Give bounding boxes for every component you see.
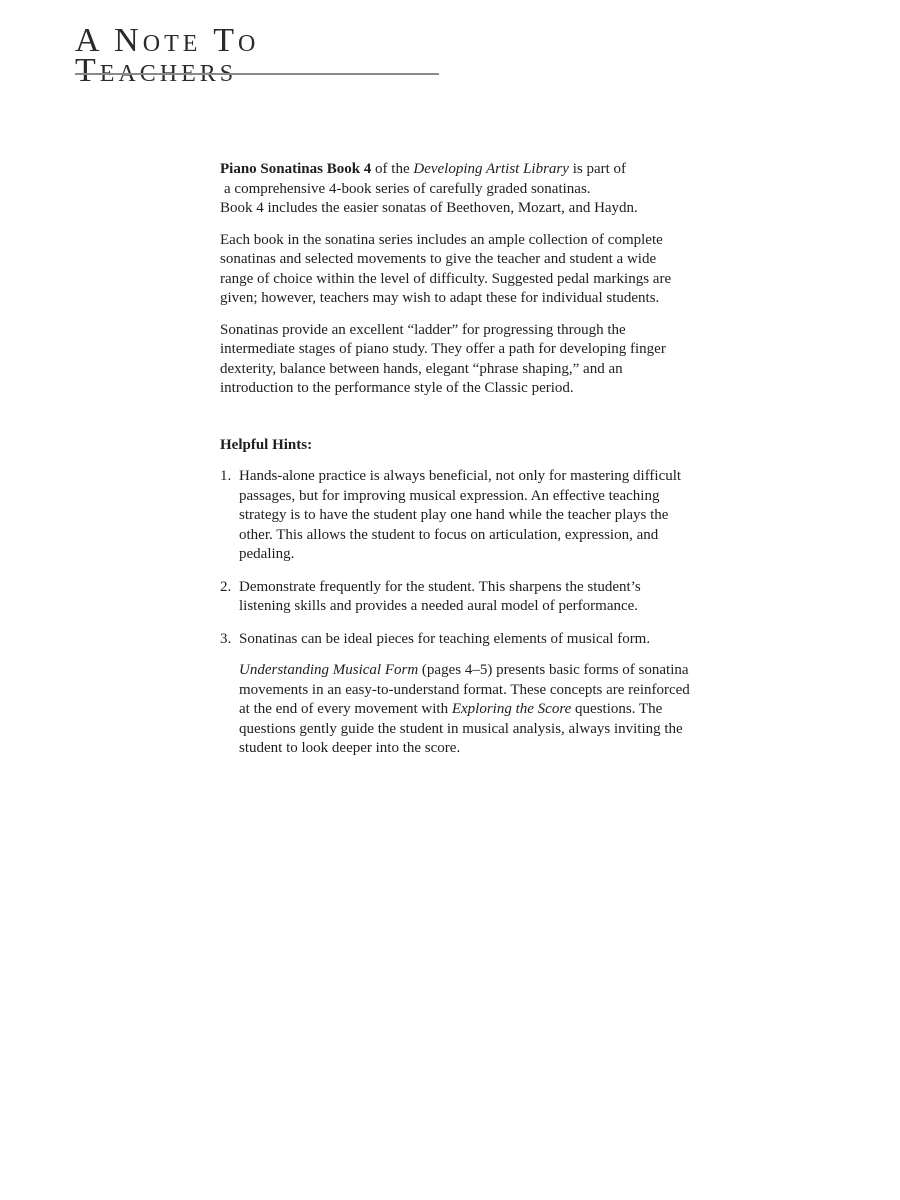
followup-text-2: questions. The questions gently guide the student in musical analysis, always inviting the student to look deeper into the score. xyxy=(239,701,683,756)
hints-heading: Helpful Hints: xyxy=(220,436,313,453)
intro-line-1 xyxy=(220,160,690,180)
paragraph-ladder: Sonatinas provide an excellent “ladder” for progressing through the intermediate stages of piano study. They offer a path for developing finger dexterity, balance between hands, elegant “phrase shaping,” and an introduction to the performance style of the Classic period. xyxy=(220,321,666,396)
intro-line-3: Book 4 includes the easier sonatas of Beethoven, Mozart, and Haydn. xyxy=(220,200,638,216)
hint-text: Hands-alone practice is always beneficial, not only for mastering difficult passages, but for improving musical expression. An effective teaching strategy is to have the student play one hand while the teacher plays the other. This allows the student to focus on articulation, expression, and pedaling. xyxy=(239,468,682,562)
intro-paragraph xyxy=(220,160,690,219)
book-title: Piano Sonatinas Book 4 xyxy=(220,161,372,177)
form-section-title: Understanding Musical Form xyxy=(239,662,419,678)
note-body xyxy=(220,160,690,771)
score-section-title: Exploring the Score xyxy=(451,701,572,717)
page-title-line-1: A Note To xyxy=(75,22,260,59)
hint-text: Demonstrate frequently for the student. This sharpens the student’s listening skills and provides a needed aural model of performance. xyxy=(239,578,641,614)
hints-list xyxy=(220,467,690,649)
followup-text-1: (pages 4–5) presents basic forms of sonatina movements in an easy-to-understand format. These concepts are reinforced at the end of every movement with xyxy=(239,662,690,717)
hint-text: Sonatinas can be ideal pieces for teaching elements of musical form. xyxy=(239,630,651,647)
page-title-line-2: Teachers xyxy=(75,52,238,89)
hint-item xyxy=(220,630,690,650)
intro-of-the: of the xyxy=(371,161,414,177)
library-name: Developing Artist Library xyxy=(413,161,569,177)
hint-followup-paragraph xyxy=(220,661,690,759)
hint-number: 1. xyxy=(220,468,232,484)
hint-number: 3. xyxy=(220,630,232,647)
hint-item xyxy=(220,578,690,617)
paragraph-collection: Each book in the sonatina series includes an ample collection of complete sonatinas and selected movements to give the teacher and student a wide range of choice within the level of difficulty. Suggested pedal markings are given; however, teachers may wish to adapt these for individual students. xyxy=(220,231,672,306)
page-title xyxy=(75,22,260,89)
title-rule xyxy=(75,73,439,75)
hint-item xyxy=(220,467,690,565)
hint-number: 2. xyxy=(220,578,232,595)
intro-line-2: a comprehensive 4-book series of carefully graded sonatinas. xyxy=(224,180,591,197)
intro-is-part-of: is part of xyxy=(568,161,627,177)
